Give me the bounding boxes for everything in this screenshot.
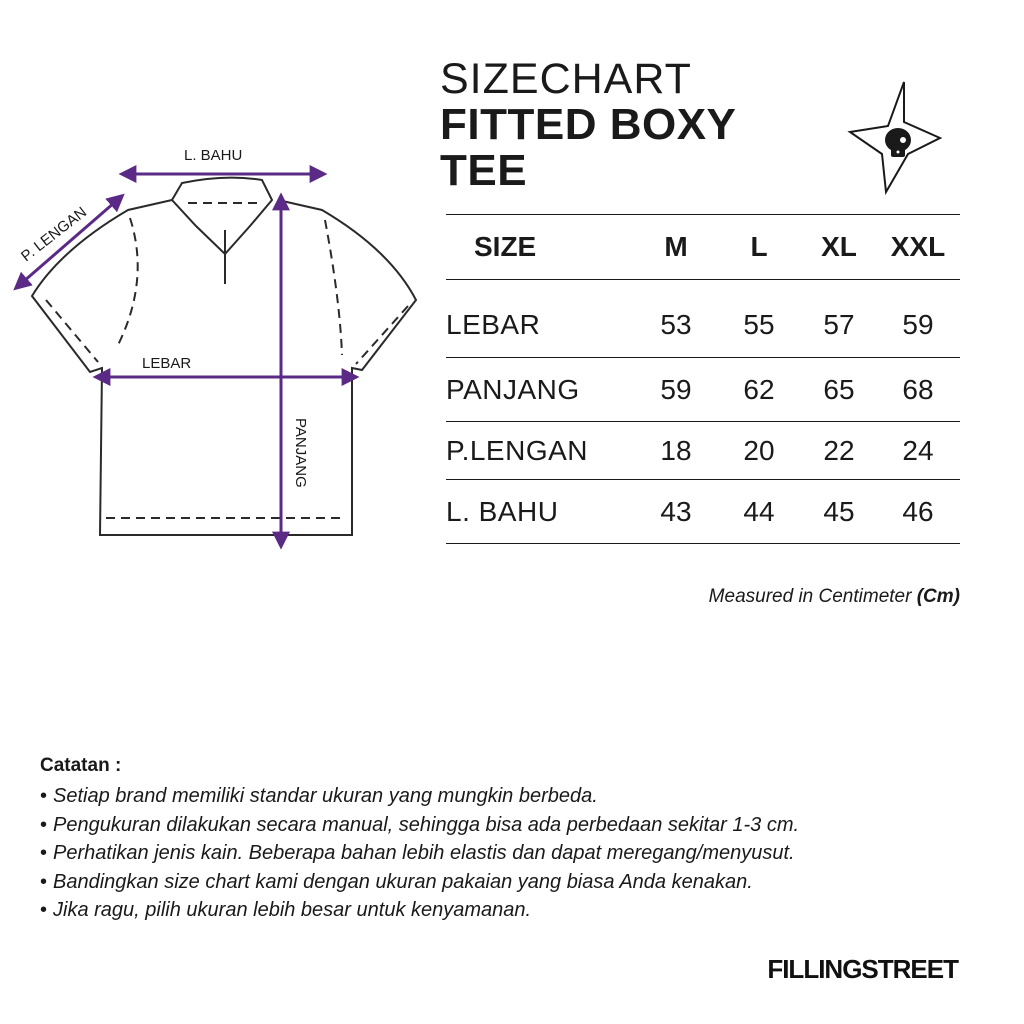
table-cell: 59: [876, 280, 960, 358]
label-p-lengan: P. LENGAN: [17, 203, 91, 266]
note-text: Bandingkan size chart kami dengan ukuran pakaian yang biasa Anda kenakan.: [53, 870, 753, 893]
list-item: [40, 896, 799, 925]
row-label: PANJANG: [446, 358, 636, 422]
table-cell: 44: [716, 480, 802, 544]
list-item: [40, 868, 799, 897]
row-label: L. BAHU: [446, 480, 636, 544]
table-cell: 45: [802, 480, 876, 544]
table-cell: 43: [636, 480, 716, 544]
bullet-mark: •: [40, 870, 48, 893]
notes-title: Catatan :: [40, 755, 122, 776]
note-text: Jika ragu, pilih ukuran lebih besar untuk kenyamanan.: [53, 899, 532, 921]
label-lebar: LEBAR: [142, 355, 192, 372]
table-row: [446, 480, 960, 544]
table-cell: 18: [636, 422, 716, 480]
brand-logo-text: FILLINGSTREET: [767, 954, 958, 984]
header-xl: XL: [802, 215, 876, 280]
note-text: Setiap brand memiliki standar ukuran yang mungkin berbeda.: [53, 785, 598, 807]
size-table: [446, 214, 960, 544]
table-cell: 53: [636, 280, 716, 358]
table-row: [446, 422, 960, 480]
label-panjang: PANJANG: [292, 418, 309, 488]
star-skull-icon: [842, 78, 948, 196]
list-item: [40, 782, 799, 811]
table-cell: 62: [716, 358, 802, 422]
label-l-bahu: L. BAHU: [184, 147, 243, 164]
row-label: LEBAR: [446, 280, 636, 358]
header-xxl: XXL: [876, 215, 960, 280]
table-row: [446, 280, 960, 358]
table-cell: 68: [876, 358, 960, 422]
table-cell: 20: [716, 422, 802, 480]
table-header-row: [446, 215, 960, 280]
table-cell: 59: [636, 358, 716, 422]
table-cell: 65: [802, 358, 876, 422]
measurement-unit-note: [709, 586, 960, 608]
header-l: L: [716, 215, 802, 280]
shirt-outline: [32, 178, 416, 535]
table-cell: 24: [876, 422, 960, 480]
notes-list: [40, 782, 799, 925]
header-size: SIZE: [446, 215, 636, 280]
bullet-mark: •: [40, 842, 48, 864]
header-m: M: [636, 215, 716, 280]
list-item: [40, 839, 799, 868]
shirt-measurement-diagram: [0, 130, 430, 560]
table-cell: 57: [802, 280, 876, 358]
table-cell: 55: [716, 280, 802, 358]
table-row: [446, 358, 960, 422]
note-text: Pengukuran dilakukan secara manual, sehingga bisa ada perbedaan sekitar 1-3 cm.: [53, 813, 800, 836]
bullet-mark: •: [40, 785, 48, 807]
bullet-mark: •: [40, 899, 48, 921]
row-label: P.LENGAN: [446, 422, 636, 480]
title-line-1: SIZECHART: [440, 55, 692, 103]
table-cell: 46: [876, 480, 960, 544]
measured-unit: (Cm): [916, 586, 960, 607]
title-line-2: FITTED BOXY TEE: [440, 100, 736, 195]
table-cell: 22: [802, 422, 876, 480]
note-text: Perhatikan jenis kain. Beberapa bahan lebih elastis dan dapat meregang/menyusut.: [53, 842, 795, 864]
list-item: [40, 811, 799, 840]
measured-text: Measured in Centimeter: [708, 586, 912, 607]
bullet-mark: •: [40, 813, 48, 836]
